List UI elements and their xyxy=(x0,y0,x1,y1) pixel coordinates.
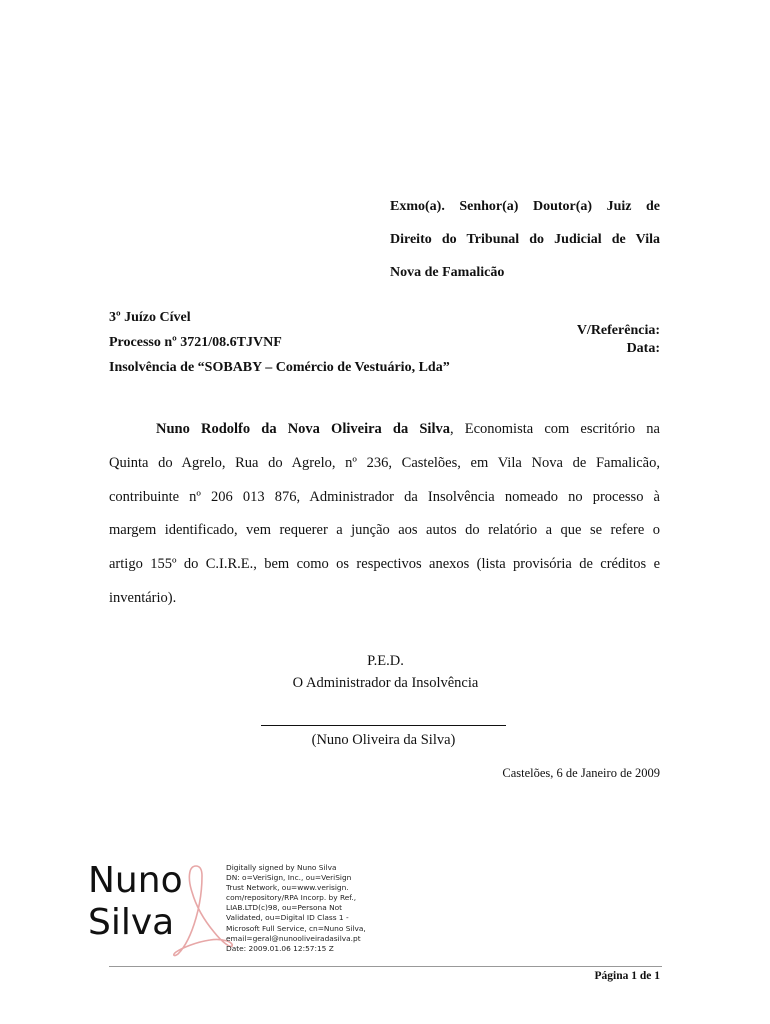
addressee-block xyxy=(390,190,660,289)
body-line-3: contribuinte nº 206 013 876, Administrador da Insolvência nomeado no processo à xyxy=(109,488,660,505)
signature-detail-line: Microsoft Full Service, cn=Nuno Silva, xyxy=(226,923,366,933)
closing-block xyxy=(109,650,660,694)
place-and-date: Castelões, 6 de Janeiro de 2009 xyxy=(502,766,660,780)
signature-detail-line: DN: o=VeriSign, Inc., ou=VeriSign xyxy=(226,873,352,883)
process-number: Processo nº 3721/08.6TJVNF xyxy=(109,335,282,350)
case-block xyxy=(109,305,529,380)
body-paragraph xyxy=(109,413,660,616)
reference-label: V/Referência: xyxy=(576,323,660,338)
signature-detail-line: Date: 2009.01.06 12:57:15 Z xyxy=(226,943,334,953)
date-label: Data: xyxy=(626,341,660,356)
body-line-1-rest: , Economista com escritório na xyxy=(449,421,660,437)
signature-line xyxy=(261,725,506,726)
addressee-line-3: Nova de Famalicão xyxy=(390,265,505,280)
signature-details xyxy=(226,863,376,954)
signature-detail-line: com/repository/RPA Incorp. by Ref., xyxy=(226,893,357,903)
case-subject: Insolvência de “SOBABY – Comércio de Vestuário, Lda” xyxy=(109,360,450,375)
reference-block xyxy=(577,322,660,358)
addressee-line-2: Direito do Tribunal do Judicial de Vila xyxy=(390,232,660,247)
stamp-name-line-2: Silva xyxy=(88,902,175,943)
signatory-role: O Administrador da Insolvência xyxy=(292,675,479,691)
signature-detail-line: Trust Network, ou=www.verisign. xyxy=(226,883,349,893)
signature-detail-line: Digitally signed by Nuno Silva xyxy=(226,863,337,872)
signature-detail-line: LIAB.LTD(c)98, ou=Persona Not xyxy=(226,903,343,913)
body-line-4: margem identificado, vem requerer a junção aos autos do relatório a que se refere o xyxy=(109,522,660,539)
body-line-5: artigo 155º do C.I.R.E., bem como os respectivos anexos (lista provisória de créditos e xyxy=(109,556,660,573)
signature-detail-line: Validated, ou=Digital ID Class 1 - xyxy=(226,913,349,923)
digital-signature-stamp[interactable] xyxy=(88,860,388,960)
body-line-1 xyxy=(109,413,660,447)
court-section: 3º Juízo Cível xyxy=(109,310,191,325)
applicant-name: Nuno Rodolfo da Nova Oliveira da Silva xyxy=(156,421,450,437)
signature-detail-line: email=geral@nunooliveiradasilva.pt xyxy=(226,933,361,943)
body-line-2: Quinta do Agrelo, Rua do Agrelo, nº 236, Castelões, em Vila Nova de Famalicão, xyxy=(109,454,660,471)
body-line-6: inventário). xyxy=(109,589,177,606)
stamp-name-line-1: Nuno xyxy=(88,860,183,901)
ped-text: P.E.D. xyxy=(367,653,404,669)
addressee-line-1: Exmo(a). Senhor(a) Doutor(a) Juiz de xyxy=(390,199,660,214)
signatory-name: (Nuno Oliveira da Silva) xyxy=(311,732,456,748)
page-number: Página 1 de 1 xyxy=(594,970,660,982)
footer-divider xyxy=(109,966,662,967)
